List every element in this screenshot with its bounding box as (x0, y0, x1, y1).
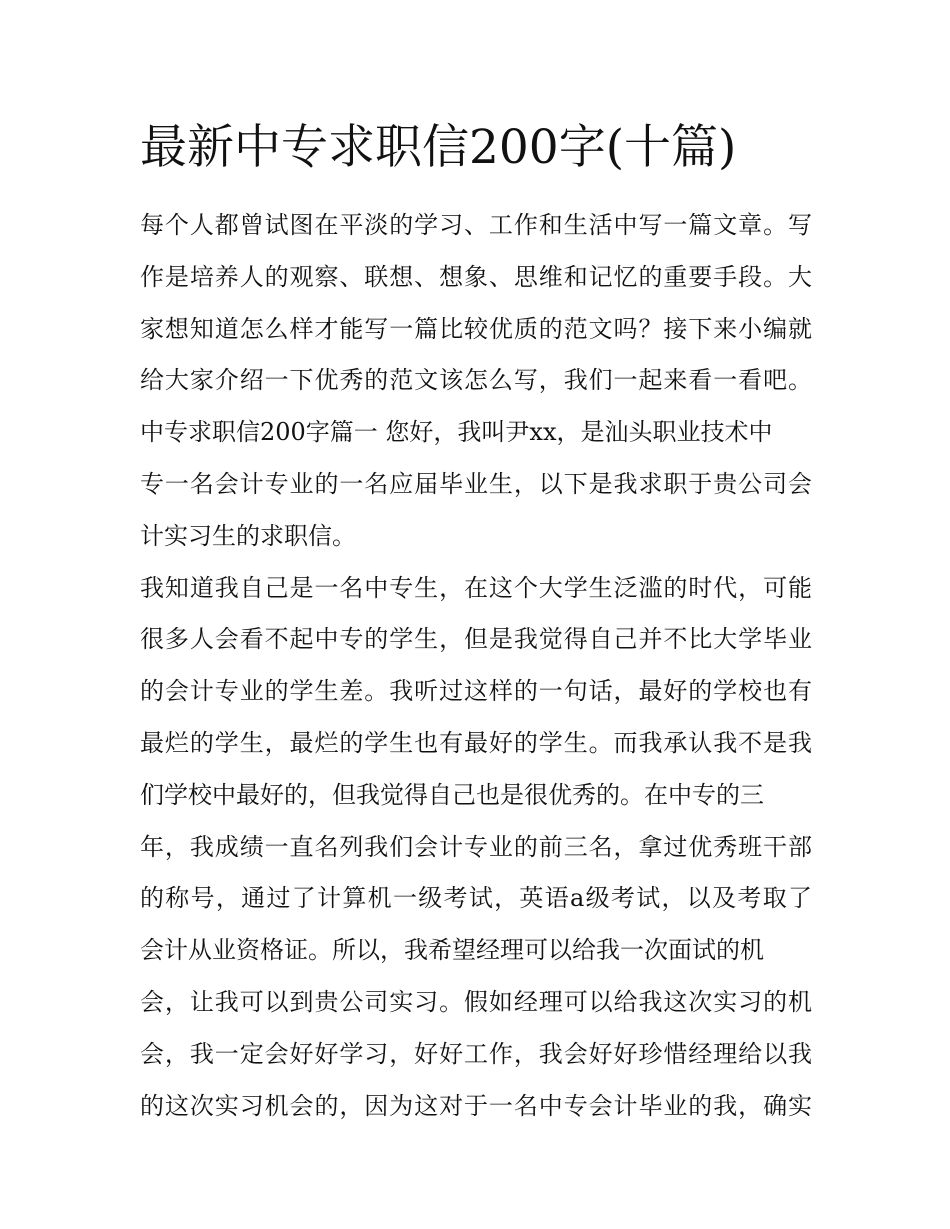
body-line: 的这次实习机会的，因为这对于一名中专会计毕业的我，确实 (140, 1091, 812, 1120)
document-title: 最新中专求职信200字(十篇) (140, 120, 737, 175)
body-line: 年，我成绩一直名列我们会计专业的前三名，拿过优秀班干部 (140, 832, 812, 861)
body-line: 专一名会计专业的一名应届毕业生，以下是我求职于贵公司会 (140, 469, 812, 498)
body-line: 中专求职信200字篇一 您好，我叫尹xx，是汕头职业技术中 (140, 418, 773, 447)
body-line: 会计从业资格证。所以，我希望经理可以给我一次面试的机 (140, 936, 764, 965)
body-line: 家想知道怎么样才能写一篇比较优质的范文吗？接下来小编就 (140, 314, 812, 343)
body-line: 每个人都曾试图在平淡的学习、工作和生活中写一篇文章。写 (140, 211, 812, 239)
body-line: 的会计专业的学生差。我听过这样的一句话，最好的学校也有 (140, 677, 812, 706)
body-line: 最烂的学生，最烂的学生也有最好的学生。而我承认我不是我 (140, 728, 812, 757)
body-line: 作是培养人的观察、联想、想象、思维和记忆的重要手段。大 (140, 262, 812, 291)
body-line: 很多人会看不起中专的学生，但是我觉得自己并不比大学毕业 (140, 625, 812, 654)
body-line: 计实习生的求职信。 (140, 521, 356, 550)
document-body (140, 200, 812, 1132)
body-line: 我知道我自己是一名中专生，在这个大学生泛滥的时代，可能 (140, 573, 812, 602)
body-line: 会，让我可以到贵公司实习。假如经理可以给我这次实习的机 (140, 987, 812, 1016)
body-line: 会，我一定会好好学习，好好工作，我会好好珍惜经理给以我 (140, 1039, 812, 1068)
body-line: 的称号，通过了计算机一级考试，英语a级考试，以及考取了 (140, 884, 812, 913)
body-line: 给大家介绍一下优秀的范文该怎么写，我们一起来看一看吧。 (140, 366, 812, 395)
body-line: 们学校中最好的，但我觉得自己也是很优秀的。在中专的三 (140, 780, 764, 809)
